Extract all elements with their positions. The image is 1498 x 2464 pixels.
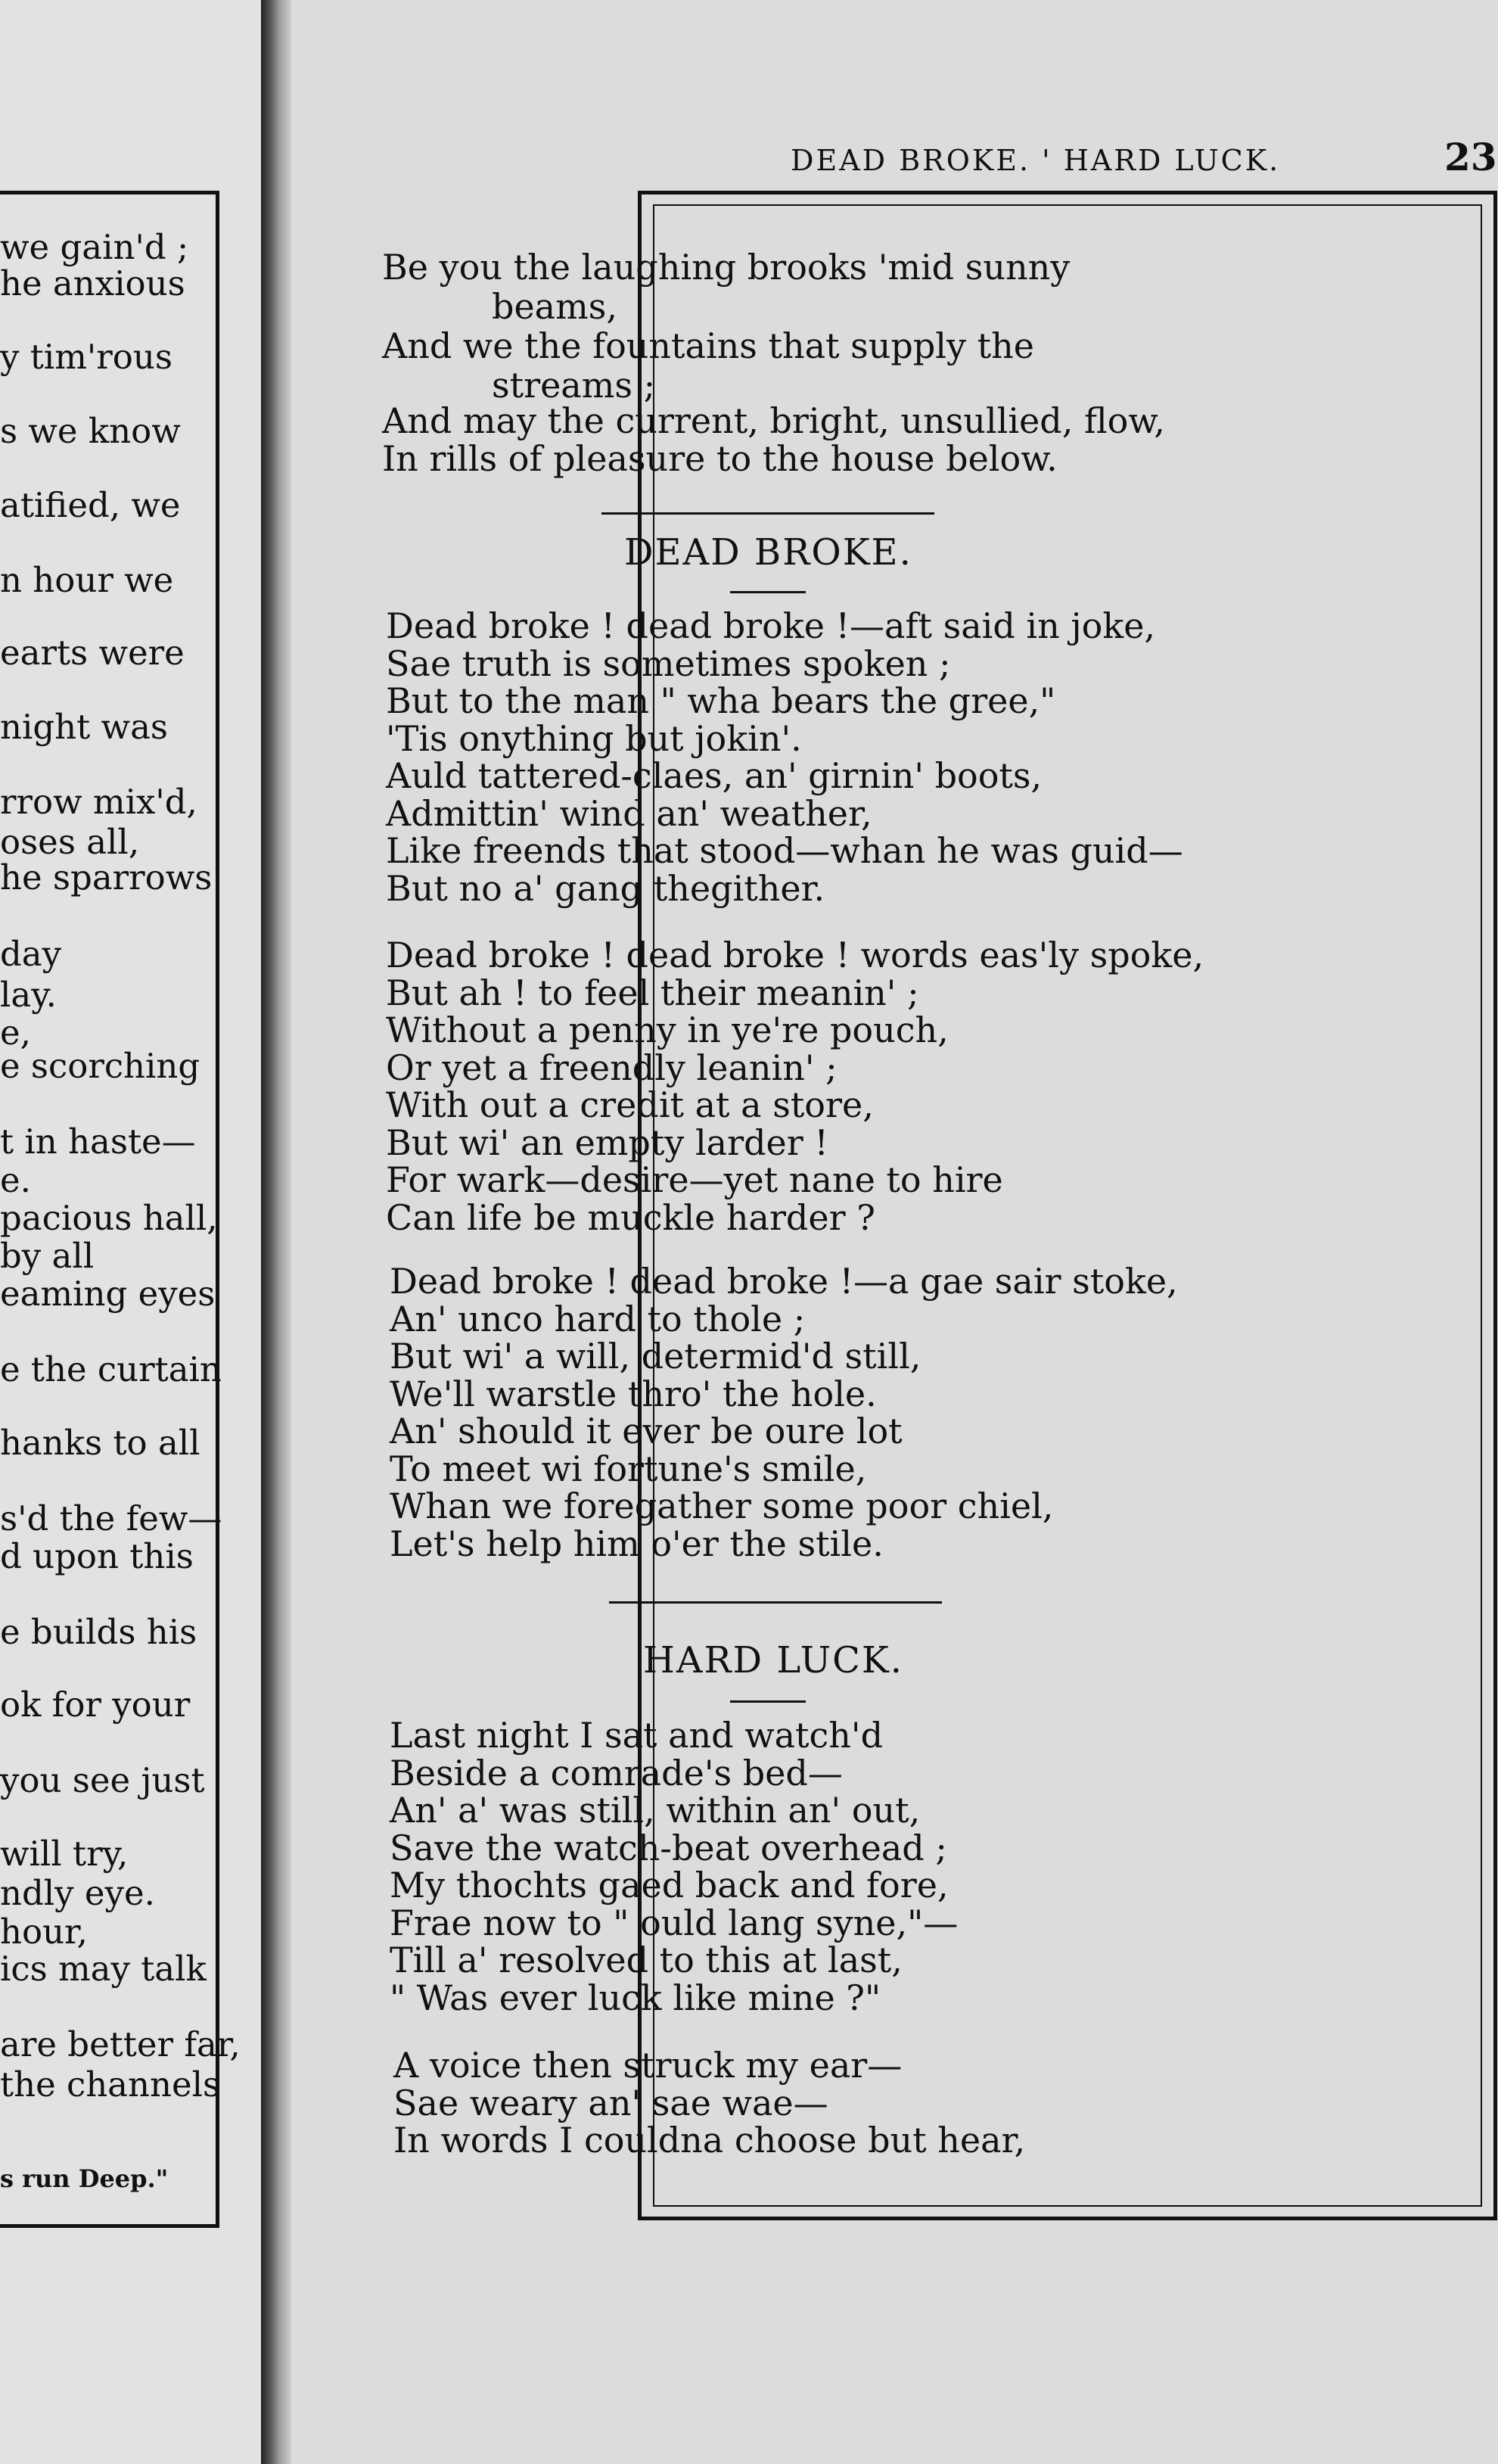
verse-line: Let's help him o'er the stile. <box>390 1523 884 1564</box>
right-page <box>291 0 1498 2464</box>
verse-line: Without a penny in ye're pouch, <box>386 1010 949 1050</box>
left-page-line: ics may talk <box>0 1949 207 1989</box>
left-page-line: n hour we <box>0 560 174 600</box>
verse-line: Admittin' wind an' weather, <box>386 792 872 834</box>
left-page-line: will try, <box>0 1834 129 1874</box>
left-page-line: rrow mix'd, <box>0 782 197 822</box>
verse-line: A voice then struck my ear— <box>393 2045 903 2086</box>
left-page-line: ndly eye. <box>0 1873 155 1913</box>
left-page-line: by all <box>0 1236 95 1276</box>
intro-line: Be you the laughing brooks 'mid sunny <box>382 247 1071 288</box>
book-gutter <box>261 0 291 2464</box>
page-number: 23 <box>1444 135 1497 179</box>
left-page-line: y tim'rous <box>0 337 172 377</box>
verse-line: But wi' a will, determid'd still, <box>390 1336 921 1377</box>
verse-line: An' should it ever be oure lot <box>390 1411 903 1451</box>
left-page-line: earts were <box>0 633 185 673</box>
verse-line: In words I couldna choose but hear, <box>393 2120 1026 2161</box>
verse-line: Like freends that stood—whan he was guid— <box>386 830 1183 871</box>
verse-line: For wark—desire—yet nane to hire <box>386 1159 1003 1200</box>
left-page-line: night was <box>0 707 168 747</box>
verse-line: But no a' gang thegither. <box>386 867 825 909</box>
verse-line: Dead broke ! dead broke !—aft said in joke, <box>386 605 1156 646</box>
verse-line: With out a credit at a store, <box>386 1084 874 1125</box>
verse-line: Sae truth is sometimes spoken ; <box>386 642 951 684</box>
intro-line: In rills of pleasure to the house below. <box>382 438 1058 479</box>
left-page-line: eaming eyes <box>0 1274 216 1314</box>
verse-line: Sae weary an' sae wae— <box>393 2082 828 2123</box>
left-page-line: you see just <box>0 1760 205 1800</box>
verse-line: But to the man " wha bears the gree," <box>386 680 1056 721</box>
intro-line: beams, <box>492 286 617 327</box>
left-page-line: day <box>0 934 62 974</box>
verse-line: Can life be muckle harder ? <box>386 1196 875 1238</box>
verse-line: To meet wi fortune's smile, <box>390 1448 867 1489</box>
verse-line: Save the watch-beat overhead ; <box>390 1827 947 1868</box>
left-page-line: e, <box>0 1013 31 1053</box>
left-page-line: pacious hall, <box>0 1198 218 1238</box>
verse-line: Last night I sat and watch'd <box>390 1715 884 1756</box>
left-page-line: are better far, <box>0 2024 241 2064</box>
left-page <box>0 0 265 2464</box>
left-page-line: hour, <box>0 1912 88 1952</box>
intro-line: And may the current, bright, unsullied, flow, <box>382 400 1165 441</box>
running-title: DEAD BROKE. ' HARD LUCK. <box>791 144 1281 177</box>
verse-line: Till a' resolved to this at last, <box>390 1940 903 1980</box>
section-rule <box>609 1601 942 1604</box>
verse-line: We'll warstle thro' the hole. <box>390 1373 877 1414</box>
verse-line: An' a' was still, within an' out, <box>390 1790 921 1831</box>
verse-line: Or yet a freendly leanin' ; <box>386 1047 838 1088</box>
left-page-line: e builds his <box>0 1612 197 1652</box>
left-page-line: ok for your <box>0 1685 191 1725</box>
poem-title-dead-broke: DEAD BROKE. <box>624 531 912 574</box>
title-underline <box>730 1700 806 1703</box>
left-page-line: we gain'd ; <box>0 227 189 267</box>
verse-line: Dead broke ! dead broke !—a gae sair stoke, <box>390 1261 1178 1302</box>
verse-line: Frae now to " ould lang syne,"— <box>390 1902 959 1943</box>
left-page-line: hanks to all <box>0 1423 200 1463</box>
verse-line: " Was ever luck like mine ?" <box>390 1977 881 2018</box>
verse-line: 'Tis onything but jokin'. <box>386 717 802 759</box>
left-page-line: e scorching <box>0 1046 200 1086</box>
intro-line: streams ; <box>492 365 656 406</box>
verse-line: But ah ! to feel their meanin' ; <box>386 972 919 1013</box>
verse-line: But wi' an empty larder ! <box>386 1122 828 1163</box>
intro-line: And we the fountains that supply the <box>382 325 1034 366</box>
title-underline <box>730 591 806 593</box>
verse-line: Beside a comrade's bed— <box>390 1752 843 1794</box>
left-page-line: s we know <box>0 411 181 451</box>
poem-title-hard-luck: HARD LUCK. <box>643 1639 903 1682</box>
left-page-line: the channels <box>0 2064 221 2105</box>
left-page-line: s'd the few— <box>0 1498 222 1538</box>
left-page-footer: s run Deep." <box>0 2164 169 2193</box>
left-page-line: atified, we <box>0 485 181 525</box>
left-page-line: he sparrows <box>0 857 213 898</box>
verse-line: My thochts gaed back and fore, <box>390 1865 949 1906</box>
left-page-line: t in haste— <box>0 1122 196 1162</box>
left-page-line: lay. <box>0 975 57 1015</box>
left-page-line: oses all, <box>0 822 140 862</box>
left-page-line: he anxious <box>0 263 185 303</box>
left-page-line: e the curtain <box>0 1349 222 1389</box>
verse-line: Dead broke ! dead broke ! words eas'ly spoke, <box>386 935 1204 975</box>
left-page-line: d upon this <box>0 1536 194 1576</box>
left-page-line: e. <box>0 1160 31 1200</box>
verse-line: Auld tattered-claes, an' girnin' boots, <box>386 755 1043 796</box>
section-rule <box>601 512 934 515</box>
verse-line: Whan we foregather some poor chiel, <box>390 1486 1054 1526</box>
verse-line: An' unco hard to thole ; <box>390 1298 806 1339</box>
